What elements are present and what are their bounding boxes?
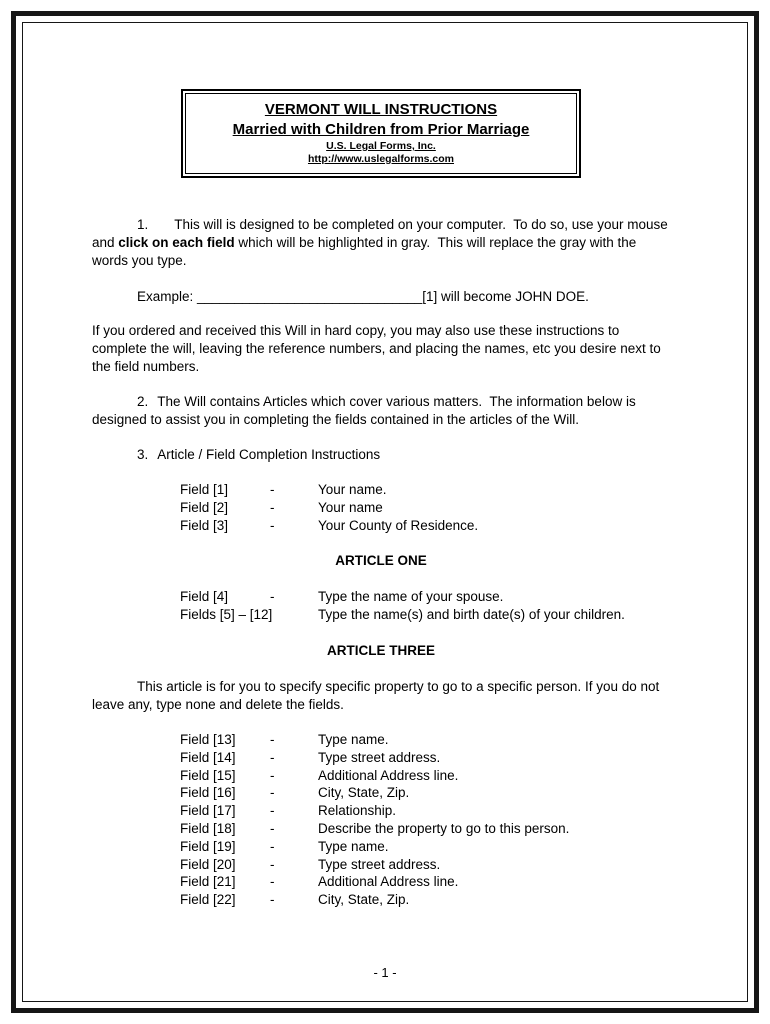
paragraph-4-number: 3. (137, 447, 149, 462)
field-desc: Your name (318, 499, 383, 515)
field-label: Field [13] (180, 731, 236, 747)
article-one-heading: ARTICLE ONE (335, 553, 427, 569)
field-dash: - (270, 892, 275, 908)
publisher-url: http://www.uslegalforms.com (307, 153, 455, 165)
field-row (92, 784, 670, 802)
example-label: Example: (137, 289, 198, 304)
paragraph-3-number: 2. (137, 394, 149, 409)
field-row (92, 606, 670, 624)
field-dash: - (270, 482, 275, 497)
paragraph-1-number: 1. (137, 217, 149, 232)
field-list-article-one (92, 588, 670, 624)
field-label: Field [2] (180, 499, 229, 515)
article-three-intro (92, 678, 670, 714)
field-desc: Your name. (318, 482, 387, 497)
field-label: Field [4] (180, 589, 229, 605)
paragraph-1 (92, 216, 670, 270)
field-dash: - (270, 517, 275, 533)
field-label: Field [19] (180, 838, 236, 854)
field-list-basic (92, 481, 670, 534)
field-desc: Type the name of your spouse. (318, 589, 504, 605)
field-label: Field [3] (180, 517, 229, 533)
field-label: Field [21] (180, 874, 236, 890)
title-box-inner (185, 93, 577, 174)
article-three-heading: ARTICLE THREE (327, 642, 435, 658)
field-label: Field [18] (180, 820, 236, 836)
field-desc: Additional Address line. (318, 767, 459, 783)
publisher-name: U.S. Legal Forms, Inc. (326, 140, 436, 152)
field-desc: Type street address. (318, 856, 441, 872)
field-desc: Type name. (318, 838, 389, 854)
field-row (92, 820, 670, 838)
field-dash: - (270, 820, 275, 836)
field-desc: City, State, Zip. (318, 785, 410, 801)
paragraph-4 (92, 446, 670, 464)
field-label: Fields [5] – [12] (180, 607, 273, 623)
field-label: Field [20] (180, 856, 236, 872)
field-desc: Type the name(s) and birth date(s) of your children. (318, 607, 625, 623)
field-dash: - (270, 499, 275, 515)
field-dash: - (270, 749, 275, 765)
field-desc: Additional Address line. (318, 874, 459, 890)
field-dash: - (270, 731, 275, 747)
field-list-article-three (92, 731, 670, 909)
field-row (92, 499, 670, 517)
field-label: Field [1] (180, 482, 229, 497)
field-desc: Describe the property to go to this person. (318, 820, 570, 836)
paragraph-3 (92, 393, 670, 429)
field-dash: - (270, 589, 275, 605)
paragraph-1-text-a: This will is designed to be completed on your computer. To do so, use your mouse and (92, 217, 672, 250)
field-dash: - (270, 785, 275, 801)
field-label: Field [14] (180, 749, 236, 765)
example-line (92, 288, 670, 306)
field-label: Field [16] (180, 785, 236, 801)
field-desc: Your County of Residence. (318, 517, 479, 533)
field-row (92, 481, 670, 499)
field-row (92, 749, 670, 767)
field-label: Field [22] (180, 892, 236, 908)
paragraph-1-text-b: which will be highlighted in gray. This will replace the gray with the words you type. (92, 235, 641, 268)
title-box (181, 89, 581, 178)
paragraph-1-bold: click on each field (118, 235, 235, 250)
field-label: Field [15] (180, 767, 236, 783)
article-three-intro-text: This article is for you to specify specific property to go to a specific person. If you do not leave any, type none and delete the fields. (92, 678, 664, 712)
field-row (92, 588, 670, 606)
paragraph-4-text: Article / Field Completion Instructions (157, 447, 381, 462)
field-row (92, 767, 670, 785)
field-desc: Relationship. (318, 803, 397, 819)
example-blank-line: ______________________________ (197, 289, 423, 304)
document-body (92, 23, 670, 1001)
field-row (92, 856, 670, 874)
example-result: [1] will become JOHN DOE. (422, 289, 589, 304)
document-title: VERMONT WILL INSTRUCTIONS (264, 101, 498, 118)
paragraph-2: If you ordered and received this Will in hard copy, you may also use these instructions to complete the will, leaving the reference numbers, and placing the names, etc you desire next to the field numbers. (92, 323, 665, 374)
field-dash: - (270, 803, 275, 819)
field-dash: - (270, 856, 275, 872)
field-row (92, 891, 670, 909)
field-desc: Type street address. (318, 749, 441, 765)
field-row (92, 873, 670, 891)
field-dash: - (270, 874, 275, 890)
field-row (92, 802, 670, 820)
field-dash: - (270, 838, 275, 854)
page-number: - 1 - (373, 965, 397, 980)
field-row (92, 517, 670, 535)
field-desc: City, State, Zip. (318, 892, 410, 908)
field-row (92, 838, 670, 856)
document-subtitle: Married with Children from Prior Marriage (232, 121, 530, 138)
field-desc: Type name. (318, 731, 389, 747)
field-row (92, 731, 670, 749)
field-dash: - (270, 767, 275, 783)
paragraph-3-text: The Will contains Articles which cover various matters. The information below is designed to assist you in completing the fields contained in the articles of the Will. (92, 394, 640, 427)
field-label: Field [17] (180, 803, 236, 819)
